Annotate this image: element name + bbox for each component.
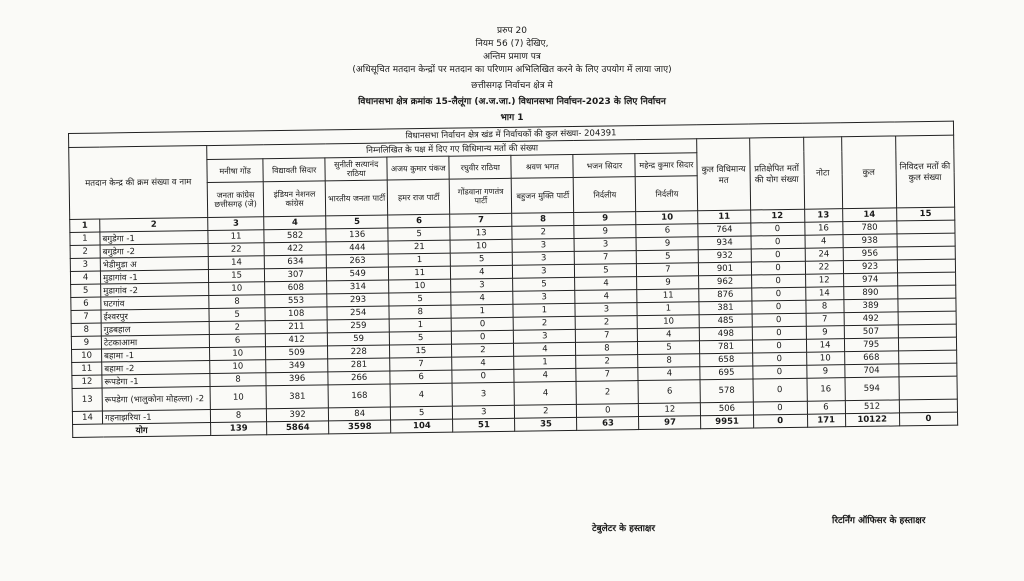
candidate-name: महेन्द्र कुमार सिदार — [635, 153, 697, 177]
part-label: भाग 1 — [500, 113, 524, 123]
vote-cell: 1 — [514, 355, 576, 369]
vote-cell: 923 — [843, 260, 897, 274]
vote-cell: 876 — [699, 288, 751, 302]
vote-cell: 389 — [844, 299, 898, 313]
vote-cell: 509 — [266, 346, 328, 360]
vote-cell: 5 — [209, 308, 265, 322]
vote-cell: 890 — [843, 286, 897, 300]
vote-cell: 0 — [751, 287, 805, 301]
total-cell: 10122 — [845, 413, 899, 427]
vote-cell: 582 — [264, 229, 326, 243]
vote-cell: 6 — [636, 224, 698, 238]
candidate-name: विद्यावती सिदार — [263, 158, 325, 182]
vote-cell: 9 — [636, 237, 698, 251]
vote-cell: 901 — [699, 262, 751, 276]
column-number: 12 — [750, 209, 804, 223]
vote-cell: 59 — [328, 332, 390, 346]
vote-cell: 10 — [638, 315, 700, 329]
vote-cell: 8 — [209, 295, 265, 309]
station-name: बहामा -2 — [102, 361, 210, 376]
vote-cell: 0 — [751, 300, 805, 314]
vote-cell: 9 — [806, 326, 844, 340]
vote-cell: 1 — [637, 302, 699, 316]
candidate-name: श्रवण भगत — [511, 154, 573, 178]
tendered-header: निविदत्त मतों की कुल संख्या — [895, 135, 954, 208]
vote-cell: 7 — [576, 329, 638, 343]
vote-cell: 5 — [451, 252, 513, 266]
vote-cell: 4 — [390, 383, 452, 407]
vote-cell: 0 — [753, 378, 807, 402]
vote-cell: 6 — [390, 370, 452, 384]
vote-cell: 228 — [328, 345, 390, 359]
vote-cell: 4 — [514, 368, 576, 382]
station-name: मुडागांव -2 — [101, 283, 209, 298]
vote-cell — [897, 285, 956, 299]
vote-cell: 3 — [512, 238, 574, 252]
total-voters-heading: विधानसभा निर्वाचन क्षेत्र खंड में निर्वाचकों की कुल संख्या- 204391 — [69, 121, 954, 147]
vote-cell: 962 — [699, 275, 751, 289]
vote-cell: 8 — [210, 409, 266, 423]
vote-cell: 0 — [752, 352, 806, 366]
vote-cell: 2 — [515, 404, 577, 418]
total-cell: 97 — [639, 416, 701, 430]
vote-cell: 1 — [389, 318, 451, 332]
vote-cell: 5 — [513, 277, 575, 291]
vote-cell: 84 — [329, 407, 391, 421]
station-name: बगुडेगा -1 — [100, 231, 208, 246]
column-number: 15 — [896, 207, 955, 221]
nota-header: नोटा — [803, 137, 842, 210]
column-number: 6 — [388, 214, 450, 228]
vote-cell: 108 — [265, 307, 327, 321]
rejected-header: प्रतिक्षेपित मतों की योग संख्या — [749, 137, 804, 210]
vote-cell: 281 — [328, 358, 390, 372]
total-cell: 0 — [753, 414, 807, 428]
vote-cell: 932 — [699, 249, 751, 263]
candidate-name: अजय कुमार पंकज — [387, 156, 449, 180]
column-number: 1 — [70, 219, 100, 232]
total-cell: 5864 — [267, 421, 329, 435]
total-cell: 3598 — [329, 420, 391, 434]
vote-cell: 498 — [700, 327, 752, 341]
vote-cell: 5 — [391, 406, 453, 420]
vote-cell: 4 — [575, 290, 637, 304]
column-number: 9 — [574, 212, 636, 226]
row-number: 2 — [70, 245, 100, 258]
vote-cell: 4 — [575, 277, 637, 291]
candidate-name: सुनीती सत्यानंद राठिया — [325, 157, 387, 181]
vote-cell: 695 — [700, 366, 752, 380]
election-title: विधानसभा क्षेत्र क्रमांक 15-लैलूंगा (अ.ज.जा.) विधानसभा निर्वाचन-2023 के लिए निर्वाचन — [358, 97, 666, 107]
vote-cell — [897, 259, 956, 273]
vote-cell: 15 — [209, 269, 265, 283]
vote-cell: 8 — [576, 342, 638, 356]
vote-cell: 0 — [752, 313, 806, 327]
vote-cell: 307 — [265, 268, 327, 282]
vote-cell: 10 — [210, 360, 266, 374]
vote-cell: 8 — [805, 300, 843, 314]
total-cell: 9951 — [701, 415, 753, 429]
vote-cell: 7 — [390, 357, 452, 371]
vote-cell: 594 — [845, 377, 899, 401]
vote-cell: 3 — [453, 405, 515, 419]
vote-cell: 4 — [451, 291, 513, 305]
vote-cell: 658 — [700, 353, 752, 367]
vote-cell: 7 — [575, 251, 637, 265]
vote-cell: 549 — [327, 267, 389, 281]
vote-cell: 15 — [390, 344, 452, 358]
vote-cell: 3 — [451, 278, 513, 292]
total-cell: 35 — [515, 417, 577, 431]
party-name: निर्दलीय — [636, 176, 699, 212]
row-number: 6 — [71, 297, 101, 310]
candidate-name: भजन सिदार — [573, 154, 635, 178]
vote-cell: 634 — [264, 255, 326, 269]
vote-cell: 5 — [390, 331, 452, 345]
vote-cell: 6 — [209, 334, 265, 348]
vote-cell: 14 — [806, 339, 844, 353]
vote-cell: 5 — [389, 292, 451, 306]
vote-cell: 956 — [843, 247, 897, 261]
vote-cell: 0 — [751, 274, 805, 288]
vote-cell: 4 — [514, 381, 576, 405]
vote-cell: 9 — [637, 276, 699, 290]
row-number: 14 — [72, 411, 102, 424]
returning-officer-signature: रिटर्निंग ऑफिसर के हस्ताक्षर — [832, 516, 926, 526]
vote-cell — [897, 246, 956, 260]
row-number: 3 — [70, 258, 100, 271]
party-name: जनता कांग्रेस छत्तीसगढ़ (जे) — [207, 182, 264, 218]
vote-cell: 1 — [451, 304, 513, 318]
vote-cell: 11 — [637, 289, 699, 303]
valid-votes-header: निम्नलिखित के पक्ष में दिए गए विधिमान्य मतों की संख्या — [207, 139, 698, 160]
vote-cell: 10 — [210, 386, 266, 410]
vote-cell: 12 — [805, 274, 843, 288]
vote-cell: 422 — [264, 242, 326, 256]
vote-cell: 4 — [451, 265, 513, 279]
vote-cell: 2 — [576, 355, 638, 369]
vote-cell: 5 — [388, 227, 450, 241]
row-number: 12 — [72, 375, 102, 388]
vote-cell — [898, 324, 957, 338]
row-number: 7 — [71, 310, 101, 323]
vote-cell: 3 — [514, 329, 576, 343]
vote-cell: 22 — [208, 243, 264, 257]
vote-cell: 5 — [575, 264, 637, 278]
vote-cell: 795 — [844, 338, 898, 352]
station-name: ईश्वरपुर — [101, 309, 209, 324]
vote-cell: 444 — [326, 241, 388, 255]
vote-cell: 0 — [577, 404, 639, 418]
column-number: 7 — [450, 213, 512, 227]
vote-cell: 0 — [751, 261, 805, 275]
station-name: बगुडेगा -2 — [100, 244, 208, 259]
vote-cell: 506 — [701, 402, 753, 416]
vote-cell: 16 — [807, 378, 845, 402]
vote-cell: 3 — [575, 303, 637, 317]
vote-cell: 396 — [266, 372, 328, 386]
vote-cell: 21 — [388, 240, 450, 254]
vote-cell: 7 — [806, 313, 844, 327]
vote-cell: 16 — [804, 222, 842, 236]
vote-cell: 938 — [843, 234, 897, 248]
vote-cell: 0 — [452, 369, 514, 383]
vote-cell: 263 — [326, 254, 388, 268]
party-name: बहुजन मुक्ति पार्टी — [512, 177, 575, 213]
vote-cell — [899, 399, 958, 413]
vote-cell: 266 — [328, 371, 390, 385]
vote-cell: 0 — [752, 326, 806, 340]
vote-cell: 704 — [844, 364, 898, 378]
vote-cell: 764 — [698, 223, 750, 237]
vote-cell: 381 — [699, 301, 751, 315]
vote-cell: 13 — [450, 226, 512, 240]
vote-cell: 7 — [576, 368, 638, 382]
vote-cell: 3 — [574, 238, 636, 252]
vote-cell — [897, 233, 956, 247]
tabulator-signature: टेबुलेटर के हस्ताक्षर — [592, 524, 656, 534]
vote-cell: 0 — [750, 222, 804, 236]
form-number: प्ररुप 20 — [497, 26, 527, 36]
vote-cell: 392 — [267, 408, 329, 422]
total-cell: 171 — [807, 414, 845, 428]
row-number: 8 — [71, 323, 101, 336]
vote-cell: 4 — [805, 235, 843, 249]
vote-cell: 293 — [327, 293, 389, 307]
vote-cell: 4 — [638, 367, 700, 381]
vote-cell: 0 — [752, 339, 806, 353]
vote-cell: 3 — [513, 251, 575, 265]
column-number: 13 — [804, 209, 842, 223]
party-name: निर्दलीय — [574, 177, 637, 213]
station-name: गहनाझरिया -1 — [102, 410, 210, 425]
vote-cell: 2 — [452, 343, 514, 357]
row-number: 11 — [72, 362, 102, 375]
station-name: बहामा -1 — [102, 348, 210, 363]
total-cell: 51 — [453, 418, 515, 432]
station-name: भेडीमुडा अ — [100, 257, 208, 272]
vote-cell: 3 — [513, 264, 575, 278]
vote-cell: 553 — [265, 294, 327, 308]
vote-cell: 10 — [389, 279, 451, 293]
vote-cell: 0 — [451, 317, 513, 331]
row-number: 5 — [71, 284, 101, 297]
row-number: 1 — [70, 232, 100, 245]
vote-cell: 9 — [806, 365, 844, 379]
column-number: 11 — [698, 210, 750, 224]
column-number: 14 — [842, 208, 896, 222]
station-name: रूपडेगा -1 — [102, 374, 210, 389]
vote-cell: 168 — [328, 384, 390, 408]
total-cell: 139 — [211, 422, 267, 436]
vote-cell: 349 — [266, 359, 328, 373]
rule-reference: नियम 56 (7) देखिए, — [475, 39, 549, 49]
vote-cell: 8 — [389, 305, 451, 319]
station-name: गुडबहाल — [101, 322, 209, 337]
column-number: 3 — [208, 217, 264, 231]
column-number: 8 — [512, 212, 574, 226]
vote-cell: 0 — [753, 401, 807, 415]
column-number: 5 — [326, 215, 388, 229]
vote-cell: 211 — [265, 320, 327, 334]
vote-cell: 781 — [700, 340, 752, 354]
results-table — [68, 121, 958, 438]
vote-cell: 2 — [512, 225, 574, 239]
vote-cell: 12 — [639, 403, 701, 417]
vote-cell: 254 — [327, 306, 389, 320]
total-valid-header: कुल विधिमान्य मत — [697, 138, 750, 211]
column-number: 2 — [100, 218, 208, 233]
vote-cell — [898, 350, 957, 364]
vote-cell: 10 — [209, 282, 265, 296]
candidate-name: मनीषा गोंड — [207, 159, 263, 183]
vote-cell — [898, 298, 957, 312]
vote-cell — [898, 311, 957, 325]
grand-total-header: कुल — [841, 136, 896, 209]
party-name: गोंडवाना गणतंत्र पार्टी — [449, 178, 512, 214]
vote-cell: 136 — [326, 228, 388, 242]
candidate-name: रघुवीर राठिया — [449, 155, 511, 179]
vote-cell: 314 — [327, 280, 389, 294]
vote-cell: 6 — [638, 380, 700, 404]
vote-cell: 22 — [805, 261, 843, 275]
vote-cell: 11 — [208, 230, 264, 244]
vote-cell: 578 — [700, 379, 752, 403]
station-name: घटगांव — [101, 296, 209, 311]
vote-cell: 3 — [513, 290, 575, 304]
vote-cell: 5 — [637, 250, 699, 264]
vote-cell: 4 — [638, 328, 700, 342]
vote-cell: 1 — [388, 253, 450, 267]
vote-cell: 8 — [638, 354, 700, 368]
vote-cell: 14 — [208, 256, 264, 270]
vote-cell: 10 — [210, 347, 266, 361]
vote-cell: 485 — [700, 314, 752, 328]
vote-cell — [897, 272, 956, 286]
certificate-title: अन्तिम प्रमाण पत्र — [483, 52, 541, 62]
vote-cell: 507 — [844, 325, 898, 339]
vote-cell: 0 — [751, 248, 805, 262]
vote-cell: 974 — [843, 273, 897, 287]
row-number: 10 — [72, 349, 102, 362]
total-cell: 104 — [391, 419, 453, 433]
vote-cell: 492 — [844, 312, 898, 326]
vote-cell: 1 — [513, 303, 575, 317]
vote-cell: 8 — [210, 373, 266, 387]
station-name: रूपडेगा (भालुकोना मोहल्ला) -2 — [102, 387, 210, 412]
vote-cell: 6 — [807, 401, 845, 415]
vote-cell: 512 — [845, 400, 899, 414]
state-line: छत्तीसगढ़ निर्वाचन क्षेत्र मे — [471, 81, 553, 91]
polling-station-header: मतदान केन्द्र की क्रम संख्या व नाम — [69, 146, 208, 220]
vote-cell: 4 — [452, 356, 514, 370]
vote-cell: 2 — [576, 316, 638, 330]
vote-cell: 2 — [513, 316, 575, 330]
row-number: 13 — [72, 388, 102, 411]
vote-cell: 24 — [805, 248, 843, 262]
station-name: टेटकाआमा — [101, 335, 209, 350]
certificate-subtitle: (अधिसूचित मतदान केन्द्रों पर मतदान का परिणाम अभिलिखित करने के लिए उपयोग में लाया जाए) — [352, 65, 672, 75]
row-number: 9 — [71, 336, 101, 349]
party-name: हमर राज पार्टी — [387, 179, 450, 215]
vote-cell: 0 — [751, 235, 805, 249]
vote-cell: 412 — [265, 333, 327, 347]
vote-cell: 7 — [637, 263, 699, 277]
vote-cell: 5 — [638, 341, 700, 355]
vote-cell: 3 — [452, 382, 514, 406]
vote-cell: 668 — [844, 351, 898, 365]
vote-cell — [896, 220, 955, 234]
vote-cell: 780 — [842, 221, 896, 235]
vote-cell: 0 — [752, 365, 806, 379]
vote-cell — [898, 363, 957, 377]
vote-cell: 9 — [574, 225, 636, 239]
column-number: 10 — [636, 211, 698, 225]
vote-cell: 259 — [327, 319, 389, 333]
vote-cell: 14 — [805, 287, 843, 301]
vote-cell: 11 — [389, 266, 451, 280]
vote-cell: 608 — [265, 281, 327, 295]
vote-cell: 2 — [576, 381, 638, 405]
vote-cell: 0 — [452, 330, 514, 344]
row-number: 4 — [70, 271, 100, 284]
total-cell: 0 — [899, 412, 958, 426]
column-number: 4 — [264, 216, 326, 230]
total-label: योग — [73, 423, 211, 438]
party-name: इंडियन नेशनल कांग्रेस — [263, 181, 326, 217]
party-name: भारतीय जनता पार्टी — [325, 180, 388, 216]
vote-cell: 934 — [698, 236, 750, 250]
vote-cell — [899, 376, 958, 400]
vote-cell: 381 — [266, 385, 328, 409]
station-name: मुडागांव -1 — [100, 270, 208, 285]
vote-cell: 10 — [806, 352, 844, 366]
vote-cell: 10 — [450, 239, 512, 253]
total-cell: 63 — [577, 417, 639, 431]
vote-cell: 2 — [209, 321, 265, 335]
vote-cell: 4 — [514, 342, 576, 356]
vote-cell — [898, 337, 957, 351]
